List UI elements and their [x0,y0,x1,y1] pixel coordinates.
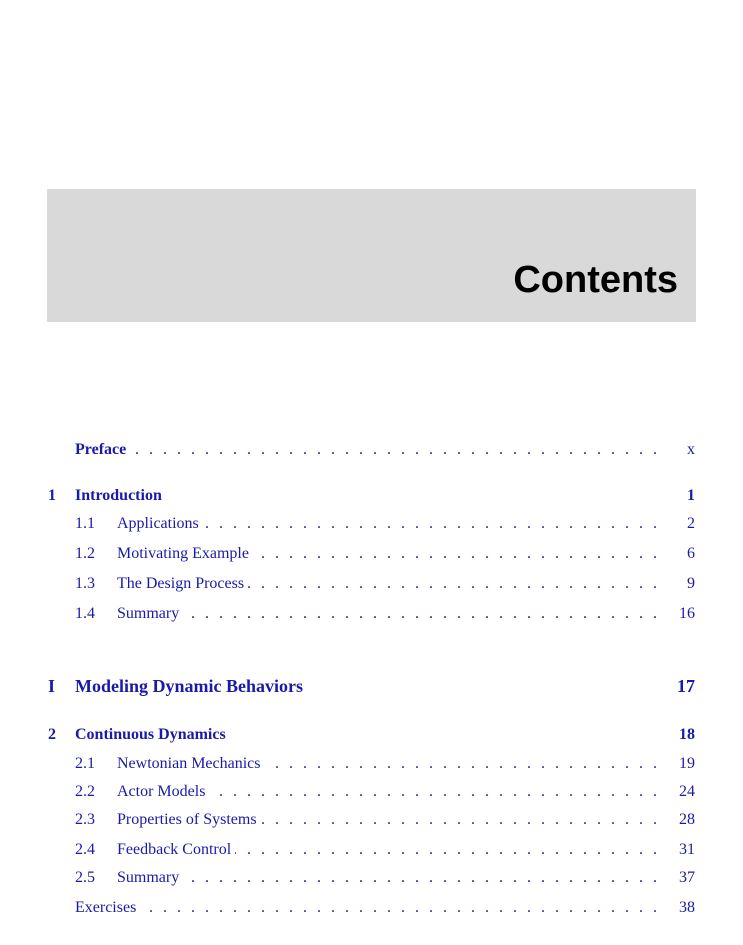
toc-number: 2.5 [75,869,95,886]
toc-page-number: 1 [687,487,695,504]
dot-leader [79,440,665,460]
dot-leader [79,898,665,918]
toc-number: 1.2 [75,545,95,562]
dot-leader [121,868,665,888]
toc-page-number: 9 [687,575,695,592]
toc-label[interactable]: Motivating Example [117,544,253,564]
toc-label[interactable]: Properties of Systems [117,810,261,830]
toc-entry-section[interactable] [0,782,743,802]
toc-label[interactable]: Summary [117,604,183,624]
toc-number: 2 [48,726,56,743]
toc-number: 2.1 [75,755,95,772]
toc-page-number: 38 [679,899,695,916]
toc-label[interactable]: Summary [117,868,183,888]
toc-number: 1.4 [75,605,95,622]
toc-entry-exercises[interactable] [0,898,743,918]
toc-number: 1.3 [75,575,95,592]
toc-label[interactable]: Modeling Dynamic Behaviors [75,676,307,696]
toc-number: I [48,676,56,696]
toc-page-number: 17 [677,676,695,696]
toc-label[interactable]: The Design Process [117,574,248,594]
toc-entry-chapter-plain[interactable] [0,440,743,460]
toc-page-number: 37 [679,869,695,886]
toc-label[interactable]: Introduction [75,486,166,506]
toc-number: 2.3 [75,811,95,828]
toc-number: 1.1 [75,515,95,532]
dot-leader [121,604,665,624]
toc-number: 2.2 [75,783,95,800]
toc-entry-section[interactable] [0,514,743,534]
toc-label[interactable]: Actor Models [117,782,209,802]
toc-label[interactable]: Newtonian Mechanics [117,754,265,774]
toc-page-number: 28 [679,811,695,828]
toc-page-number: 19 [679,755,695,772]
toc-entry-section[interactable] [0,544,743,564]
toc-entry-part[interactable] [0,676,743,696]
toc-page-number: 16 [679,605,695,622]
toc-label[interactable]: Exercises [75,898,140,918]
toc-entry-section[interactable] [0,810,743,830]
toc-page-number: 31 [679,841,695,858]
toc-entry-section[interactable] [0,840,743,860]
toc-label[interactable]: Continuous Dynamics [75,725,230,745]
toc-number: 1 [48,487,56,504]
toc-label[interactable]: Applications [117,514,203,534]
toc-page-number: 2 [687,515,695,532]
toc-label[interactable]: Preface [75,440,130,460]
toc-entry-chapter[interactable] [0,486,743,506]
toc-page-number: x [687,441,695,458]
toc-entry-section[interactable] [0,574,743,594]
toc-entry-section[interactable] [0,868,743,888]
toc-entry-section[interactable] [0,604,743,624]
toc-page-number: 6 [687,545,695,562]
toc-number: 2.4 [75,841,95,858]
toc-entry-chapter[interactable] [0,725,743,745]
page-title: Contents [513,259,678,301]
toc-page-number: 24 [679,783,695,800]
toc-entry-section[interactable] [0,754,743,774]
toc-page-number: 18 [679,726,695,743]
toc-label[interactable]: Feedback Control [117,840,235,860]
